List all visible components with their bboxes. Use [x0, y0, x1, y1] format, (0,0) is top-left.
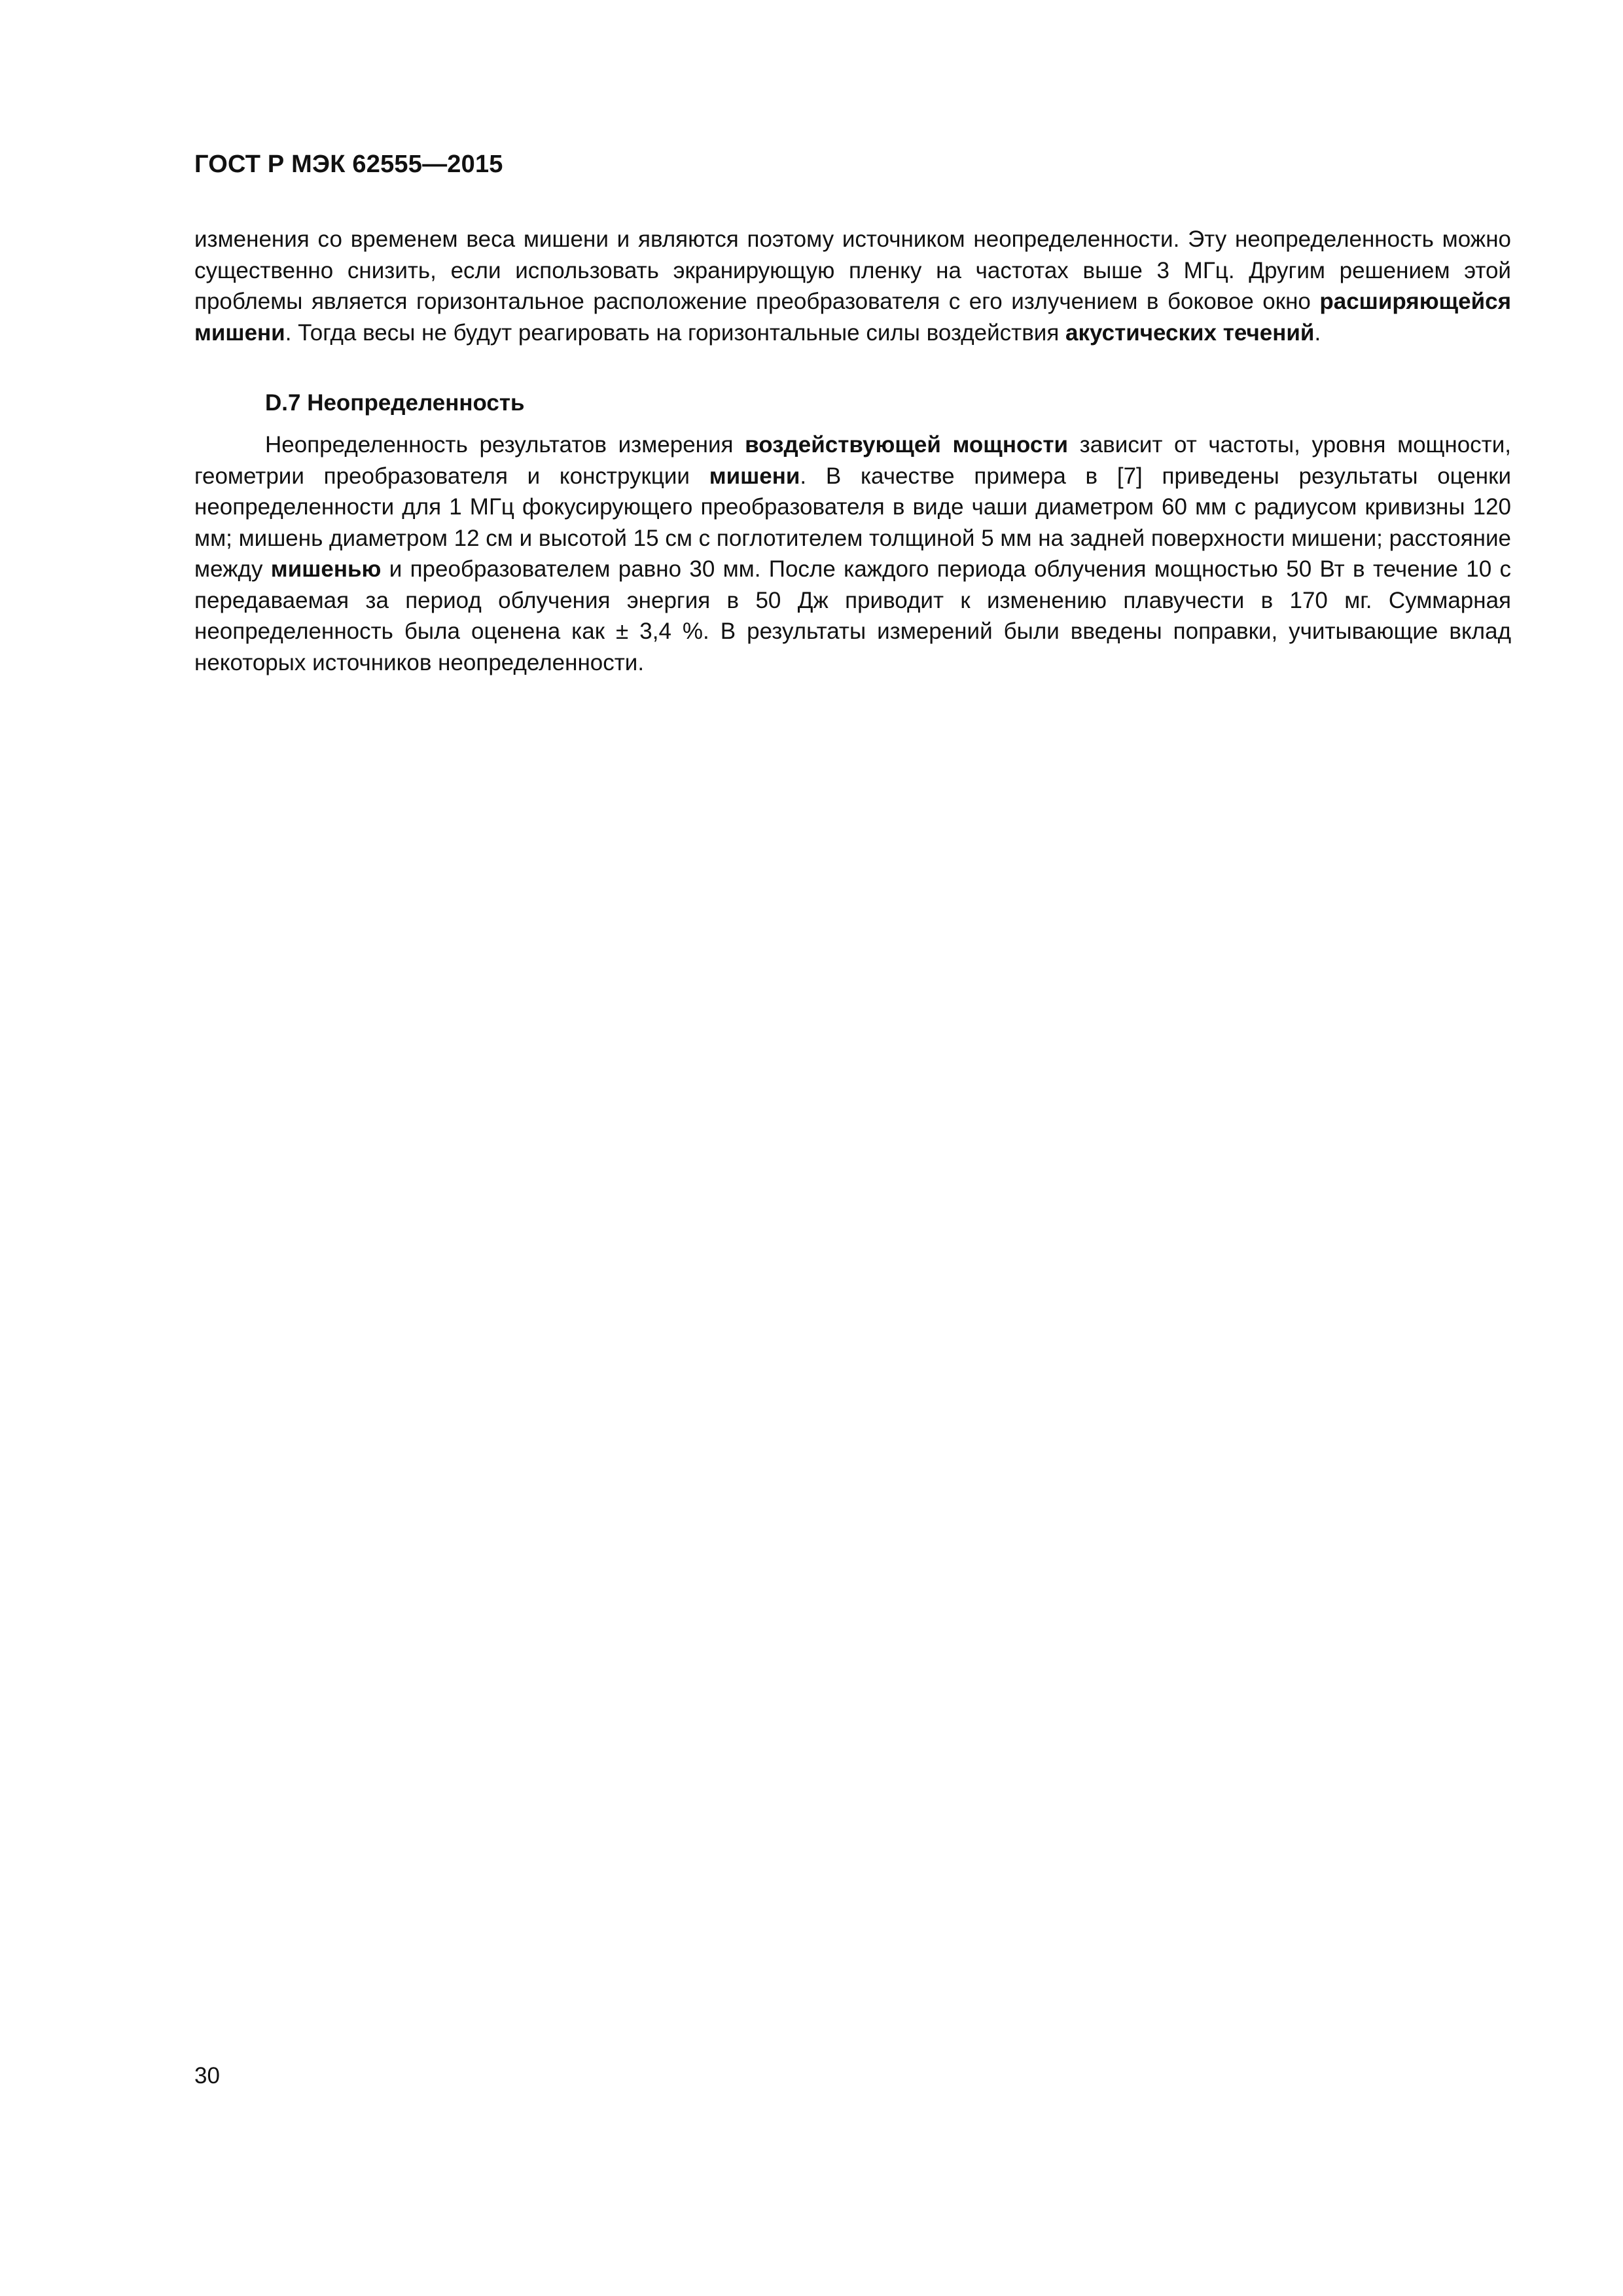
paragraph-text: [194, 429, 1511, 678]
text-run: .: [1314, 319, 1321, 346]
term-expanding-target: расширяющейся мишени: [194, 289, 1511, 346]
text-run: Неопределенность результатов измерения: [265, 432, 745, 457]
term-target-instrumental: мишенью: [270, 556, 382, 582]
paragraph-text: [194, 224, 1511, 348]
section-heading: D.7 Неопределенность: [265, 390, 525, 416]
text-run: изменения со временем веса мишени и являются поэтому источником неопределенности. Эту неопределенность можно существенно снизить, если использовать экранирующую пленку на частотах выше 3 МГц. Другим решением этой проблемы является горизонтальное расположение преобразователя с его излучением в боковое окно: [194, 226, 1511, 314]
text-run: и преобразователем равно 30 мм. После каждого периода облучения мощностью 50 Вт в течение 10 с передаваемая за период облучения энергия в 50 Дж приводит к изменению плавучести в 170 мг. Суммарная неопределенность была оценена как ± 3,4 %. В результаты измерений были введены поправки, учитывающие вклад некоторых источников неопределенности.: [194, 556, 1511, 675]
text-run: . Тогда весы не будут реагировать на горизонтальные силы воздействия: [285, 319, 1066, 346]
term-acoustic-streaming: акустических течений: [1065, 319, 1315, 346]
term-target: мишени: [709, 463, 800, 489]
document-header: ГОСТ Р МЭК 62555—2015: [194, 151, 503, 178]
page-number: 30: [194, 2063, 220, 2089]
text-run: зависит от частоты, уровня мощности, геометрии преобразователя и конструкции: [194, 432, 1511, 489]
paragraph-continuation: [194, 224, 1511, 348]
paragraph-uncertainty: [194, 429, 1511, 678]
term-radiation-power: воздействующей мощности: [745, 432, 1069, 457]
text-run: . В качестве примера в [7] приведены результаты оценки неопределенности для 1 МГц фокусирующего преобразователя в виде чаши диаметром 60 мм с радиусом кривизны 120 мм; мишень диаметром 12 см и высотой 15 см с поглотителем толщиной 5 мм на задней поверхности мишени; расстояние между: [194, 463, 1511, 582]
